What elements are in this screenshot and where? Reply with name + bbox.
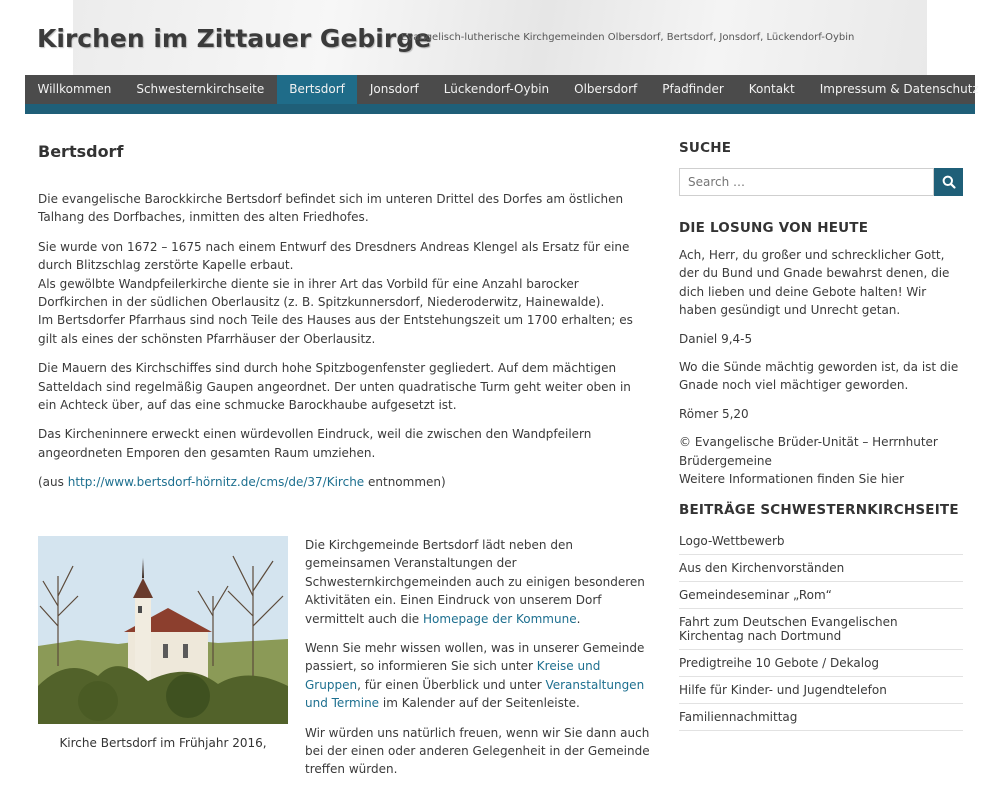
post-item-kirchenvorstaende[interactable]: Aus den Kirchenvorständen xyxy=(679,555,963,582)
search-form xyxy=(679,168,963,196)
post-item-kirchentag-dortmund[interactable]: Fahrt zum Deutschen Evangelischen Kirchentag nach Dortmund xyxy=(679,609,963,650)
community-text: Die Kirchgemeinde Bertsdorf lädt neben den gemeinsamen Veranstaltungen der Schwesternkirchgemeinden auch zu einigen besonderen Aktivitäten ein. Einen Eindruck von unserem Dorf vermittelt auch die xyxy=(305,538,645,626)
search-widget-title: SUCHE xyxy=(679,140,732,156)
commune-homepage-link[interactable]: Homepage der Kommune xyxy=(423,611,577,626)
post-item-gemeindeseminar-rom[interactable]: Gemeindeseminar „Rom“ xyxy=(679,582,963,609)
paragraph-invitation: Wir würden uns natürlich freuen, wenn wir Sie dann auch bei der einen oder anderen Gelegenheit in der Gemeinde treffen würden. xyxy=(305,725,650,777)
events-link[interactable]: Veranstaltungen und Termine xyxy=(305,677,645,711)
groups-link[interactable]: Kreise und Gruppen xyxy=(305,659,601,692)
nav-item-jonsdorf[interactable]: Jonsdorf xyxy=(369,82,419,96)
post-item-familiennachmittag[interactable]: Familiennachmittag xyxy=(679,704,963,731)
nav-item-bertsdorf[interactable]: Bertsdorf xyxy=(277,75,358,104)
sidebar xyxy=(679,140,963,731)
post-item-logo-wettbewerb[interactable]: Logo-Wettbewerb xyxy=(679,528,963,555)
paragraph-community xyxy=(305,536,650,628)
more-info-link[interactable]: Weitere Informationen finden Sie hier xyxy=(679,472,905,487)
paragraph-history xyxy=(38,238,638,348)
lehrtext: Wo die Sünde mächtig geworden ist, da ist die Gnade noch viel mächtiger geworden. xyxy=(679,360,959,393)
nav-item-impressum[interactable]: Impressum & Datenschutz xyxy=(819,82,979,96)
paragraph-architecture: Die Mauern des Kirchschiffes sind durch hohe Spitzbogenfenster gegliedert. Auf dem mächtigen Satteldach sind regelmäßig Gaupen angeordnet. Der unten quadratische Turm geht weiter oben in ein Achteck über, auf das eine schmucke Barockhaube aufgesetzt ist. xyxy=(38,361,631,413)
source-prefix: (aus xyxy=(38,475,68,490)
site-header xyxy=(0,0,1000,75)
nav-item-kontakt[interactable]: Kontakt xyxy=(748,82,795,96)
losung-widget xyxy=(679,246,963,488)
losung-copyright xyxy=(679,433,963,488)
search-button[interactable] xyxy=(934,168,963,196)
article-content xyxy=(38,190,638,503)
losung-reference: Daniel 9,4-5 xyxy=(679,331,753,346)
posts-widget-title: BEITRÄGE SCHWESTERNKIRCHSEITE xyxy=(679,502,959,519)
posts-list xyxy=(679,528,963,731)
page-title: Bertsdorf xyxy=(38,142,124,161)
paragraph-location: Die evangelische Barockkirche Bertsdorf befindet sich im unteren Drittel des Dorfes am östlichen Talhang des Dorfbaches, inmitten des alten Friedhofes. xyxy=(38,192,624,225)
photo-caption: Kirche Bertsdorf im Frühjahr 2016, xyxy=(59,736,267,750)
search-input[interactable] xyxy=(679,168,934,196)
source-suffix: entnommen) xyxy=(364,475,446,490)
paragraph-interior: Das Kircheninnere erweckt einen würdevollen Eindruck, weil die zwischen den Wandpfeilern angeordneten Emporen den gesamten Raum umziehen. xyxy=(38,427,592,460)
post-item-jugendtelefon[interactable]: Hilfe für Kinder- und Jugendtelefon xyxy=(679,677,963,704)
copyright-text: © Evangelische Brüder-Unität – Herrnhuter Brüdergemeine xyxy=(679,435,938,468)
nav-item-schwesternkirchseite[interactable]: Schwesternkirchseite xyxy=(136,82,265,96)
source-link[interactable]: http://www.bertsdorf-hörnitz.de/cms/de/37/Kirche xyxy=(67,475,365,490)
losung-widget-title: DIE LOSUNG VON HEUTE xyxy=(679,220,869,236)
history-line-1: Sie wurde von 1672 – 1675 nach einem Entwurf des Dresdners Andreas Klengel als Ersatz für eine durch Blitzschlag zerstörte Kapelle erbaut. xyxy=(38,239,630,273)
lehrtext-reference: Römer 5,20 xyxy=(679,406,749,421)
more-info-b: , für einen Überblick und unter xyxy=(357,677,546,692)
search-icon xyxy=(942,175,956,189)
more-info-c: im Kalender auf der Seitenleiste. xyxy=(379,696,580,711)
losung-text: Ach, Herr, du großer und schrecklicher Gott, der du Bund und Gnade bewahrst denen, die dich lieben und deine Gebote halten! Wir haben gesündigt und Unrecht getan. xyxy=(679,248,950,318)
nav-item-pfadfinder[interactable]: Pfadfinder xyxy=(662,82,724,96)
main-navigation xyxy=(25,75,979,114)
site-title[interactable]: Kirchen im Zittauer Gebirge xyxy=(37,24,432,53)
nav-item-olbersdorf[interactable]: Olbersdorf xyxy=(574,82,638,96)
church-illustration xyxy=(38,536,288,724)
nav-item-willkommen[interactable]: Willkommen xyxy=(37,82,112,96)
church-figure xyxy=(38,536,288,750)
site-description: Evangelisch-lutherische Kirchgemeinden Olbersdorf, Bertsdorf, Jonsdorf, Lückendorf-Oybin xyxy=(401,32,855,43)
community-end: . xyxy=(576,611,581,626)
history-line-3: Im Bertsdorfer Pfarrhaus sind noch Teile des Hauses aus der Entstehungszeit um 1700 erhalten; es gilt als eines der schönsten Pfarrhäuser der Oberlausitz. xyxy=(38,313,633,346)
history-line-2: Als gewölbte Wandpfeilerkirche diente sie in ihrer Art das Vorbild für eine Anzahl barocker Dorfkirchen in der südlichen Oberlausitz (z. B. Spitzkunnersdorf, Niederoderwitz, Hainewalde). xyxy=(38,276,605,310)
more-info-a: Wenn Sie mehr wissen wollen, was in unserer Gemeinde passiert, so informieren Sie sich unter xyxy=(305,641,645,674)
post-item-predigtreihe[interactable]: Predigtreihe 10 Gebote / Dekalog xyxy=(679,650,963,677)
church-photo[interactable] xyxy=(38,536,288,724)
nav-item-lueckendorf-oybin[interactable]: Lückendorf-Oybin xyxy=(443,82,550,96)
community-content xyxy=(305,536,650,790)
paragraph-more-info xyxy=(305,639,650,713)
paragraph-source xyxy=(38,473,638,491)
